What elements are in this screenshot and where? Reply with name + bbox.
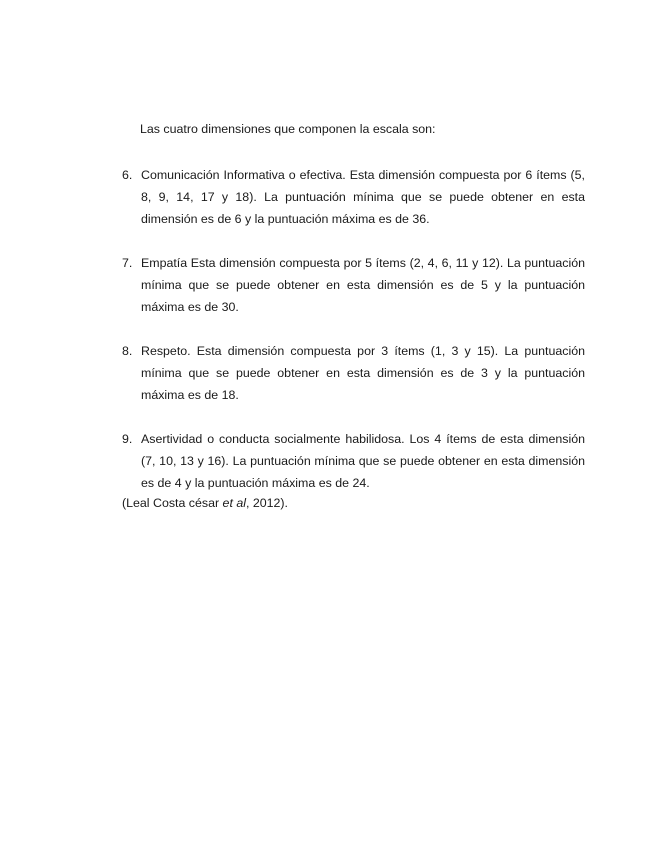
citation [122,494,288,512]
citation-prefix: (Leal Costa césar [122,496,223,510]
list-item [122,428,585,494]
dimension-list [122,164,585,494]
list-item [122,252,585,318]
intro-paragraph: Las cuatro dimensiones que componen la escala son: [140,122,436,136]
item-number: 9. [122,432,133,446]
item-text: Asertividad o conducta socialmente habilidosa. Los 4 ítems de esta dimensión (7, 10, 13 y 16). La puntuación mínima que se puede obtener en esta dimensión es de 4 y la puntuación máxima es de 24. [141,432,585,490]
item-number: 7. [122,256,133,270]
item-number: 8. [122,344,133,358]
item-number: 6. [122,168,133,182]
list-item [122,340,585,406]
citation-et-al: et al [222,496,246,510]
item-text: Comunicación Informativa o efectiva. Esta dimensión compuesta por 6 ítems (5, 8, 9, 14, 17 y 18). La puntuación mínima que se puede obtener en esta dimensión es de 6 y la puntuación máxima es de 36. [141,168,585,226]
citation-suffix: , 2012). [245,496,288,510]
list-item [122,164,585,230]
item-text: Respeto. Esta dimensión compuesta por 3 ítems (1, 3 y 15). La puntuación mínima que se puede obtener en esta dimensión es de 3 y la puntuación máxima es de 18. [141,344,585,402]
item-text: Empatía Esta dimensión compuesta por 5 ítems (2, 4, 6, 11 y 12). La puntuación mínima que se puede obtener en esta dimensión es de 5 y la puntuación máxima es de 30. [141,256,585,314]
